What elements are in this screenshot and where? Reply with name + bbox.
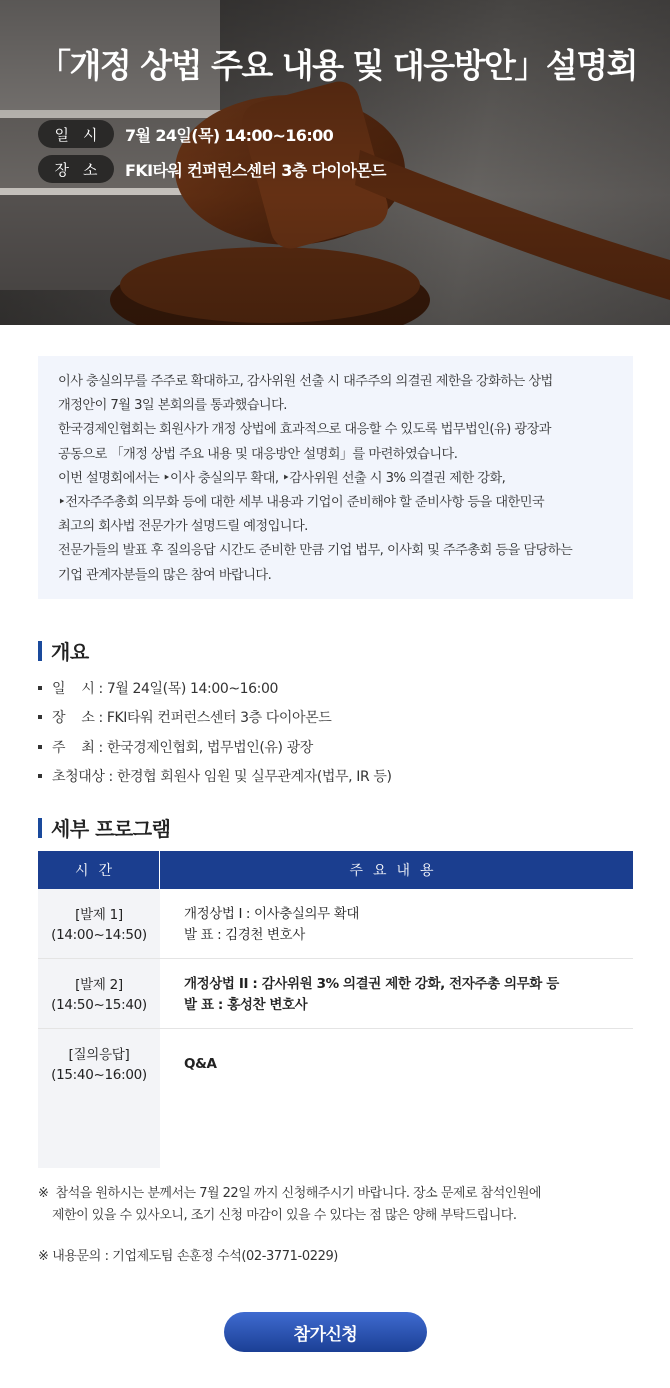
overview-item-text: 주 최 : 한국경제인협회, 법무법인(유) 광장 — [52, 739, 313, 756]
overview-item — [38, 673, 392, 703]
session-label: [발제 2] — [75, 977, 123, 993]
overview-heading — [38, 636, 89, 665]
session-topic: 개정상법 I : 이사충실의무 확대 — [184, 906, 359, 922]
note-line: ※ 참석을 원하시는 분께서는 7월 22일 까지 신청해주시기 바랍니다. 장소 문제로 참석인원에 — [38, 1186, 541, 1201]
intro-line: 전문가들의 발표 후 질의응답 시간도 준비한 만큼 기업 법무, 이사회 및 주주총회 등을 담당하는 — [58, 543, 573, 559]
bullet-icon — [38, 774, 42, 778]
hero-banner — [0, 0, 670, 325]
session-label: [질의응답] — [68, 1047, 130, 1063]
session-time — [38, 959, 160, 1028]
session-label: [발제 1] — [75, 907, 123, 923]
program-table — [38, 851, 633, 1168]
program-title: 세부 프로그램 — [51, 817, 171, 841]
overview-item — [38, 762, 392, 792]
bullet-icon — [38, 745, 42, 749]
date-label: 일시 — [38, 120, 114, 148]
overview-item-text: 장 소 : FKI타워 컨퍼런스센터 3층 다이아몬드 — [52, 710, 332, 727]
bullet-icon — [38, 715, 42, 719]
intro-line: 기업 관계자분들의 많은 참여 바랍니다. — [58, 567, 272, 583]
session-topic: 개정상법 II : 감사위원 3% 의결권 제한 강화, 전자주총 의무화 등 — [184, 976, 559, 992]
register-button[interactable]: 참가신청 — [224, 1312, 427, 1352]
intro-line: 한국경제인협회는 회원사가 개정 상법에 효과적으로 대응할 수 있도록 법무법인(유) 광장과 — [58, 422, 551, 438]
intro-line: 공동으로 「개정 상법 주요 내용 및 대응방안 설명회」를 마련하였습니다. — [58, 446, 458, 462]
session-content — [160, 889, 633, 958]
intro-line: ‣전자주주총회 의무화 등에 대한 세부 내용과 기업이 준비해야 할 준비사항 등을 대한민국 — [58, 495, 545, 511]
session-time — [38, 1029, 160, 1168]
registration-note — [38, 1183, 541, 1227]
intro-box — [38, 356, 633, 599]
place-row — [38, 155, 386, 183]
event-title: 「개정 상법 주요 내용 및 대응방안」설명회 — [38, 46, 637, 85]
session-period: (14:50~15:40) — [51, 997, 147, 1013]
overview-title: 개요 — [51, 640, 89, 664]
place-value: FKI타워 컨퍼런스센터 3층 다이아몬드 — [125, 160, 386, 180]
column-header-time: 시간 — [38, 851, 160, 889]
overview-item-text: 일 시 : 7월 24일(목) 14:00~16:00 — [52, 680, 279, 697]
table-row — [38, 959, 633, 1029]
session-period: (15:40~16:00) — [51, 1067, 147, 1083]
program-heading — [38, 813, 170, 842]
overview-item-text: 초청대상 : 한경협 회원사 임원 및 실무관계자(법무, IR 등) — [52, 769, 392, 786]
bullet-icon — [38, 686, 42, 690]
date-row — [38, 120, 333, 148]
intro-line: 최고의 회사법 전문가가 설명드릴 예정입니다. — [58, 519, 308, 535]
program-table-header — [38, 851, 633, 889]
session-content — [160, 1029, 633, 1168]
intro-line: 개정안이 7월 3일 본회의를 통과했습니다. — [58, 398, 287, 414]
overview-item — [38, 732, 392, 762]
session-time — [38, 889, 160, 958]
session-period: (14:00~14:50) — [51, 927, 147, 943]
note-line: 제한이 있을 수 있사오니, 조기 신청 마감이 있을 수 있다는 점 많은 양해 부탁드립니다. — [52, 1208, 517, 1223]
session-speaker: 발 표 : 김경천 변호사 — [184, 927, 305, 943]
session-speaker: 발 표 : 홍성찬 변호사 — [184, 997, 308, 1013]
column-header-content: 주요내용 — [349, 863, 444, 879]
overview-item — [38, 703, 392, 733]
table-row — [38, 889, 633, 959]
heading-bar — [38, 818, 42, 838]
overview-list — [38, 673, 392, 791]
heading-bar — [38, 641, 42, 661]
place-label: 장소 — [38, 155, 114, 183]
intro-line: 이사 충실의무를 주주로 확대하고, 감사위원 선출 시 대주주의 의결권 제한을 강화하는 상법 — [58, 374, 553, 389]
session-content — [160, 959, 633, 1028]
intro-line: 이번 설명회에서는 ‣이사 충실의무 확대, ‣감사위원 선출 시 3% 의결권 제한 강화, — [58, 470, 506, 486]
table-row — [38, 1029, 633, 1168]
session-topic: Q&A — [184, 1056, 217, 1072]
date-value: 7월 24일(목) 14:00~16:00 — [125, 125, 334, 145]
contact-info: ※ 내용문의 : 기업제도팀 손훈정 수석(02-3771-0229) — [38, 1249, 338, 1264]
